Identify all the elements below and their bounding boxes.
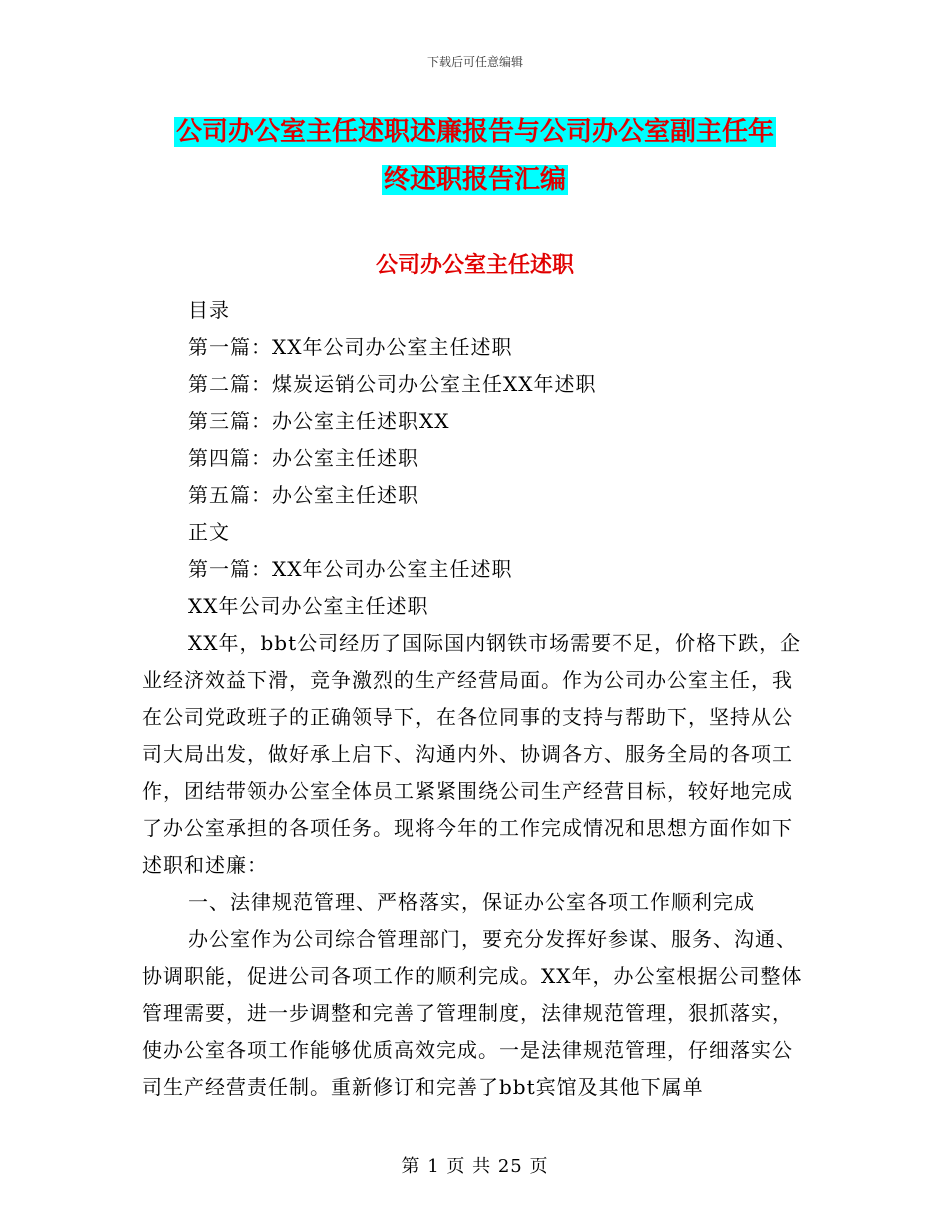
toc-item: 第四篇：办公室主任述职 — [188, 446, 419, 470]
page-header-note: 下载后可任意编辑 — [426, 55, 523, 69]
toc-item: 第五篇：办公室主任述职 — [188, 483, 419, 507]
document-title-line2: 终述职报告汇编 — [383, 165, 566, 195]
paragraph-intro: XX年，bbt公司经历了国际国内钢铁市场需要不足，价格下跌，企业经济效益下滑，竞争激烈的生产经营局面。作为公司办公室主任，我在公司党政班子的正确领导下，在各位同事的支持与帮助下，坚持从公司大局出发，做好承上启下、沟通内外、协调各方、服务全局的各项工作，团结带领办公室全体员工紧紧围绕公司生产经营目标，较好地完成了办公室承担的各项任务。现将今年的工作完成情况和思想方面作如下述职和述廉： — [142, 631, 802, 877]
section-heading: 一、法律规范管理、严格落实，保证办公室各项工作顺利完成 — [188, 890, 755, 914]
part-title: 第一篇：XX年公司办公室主任述职 — [188, 557, 513, 581]
article-title: XX年公司办公室主任述职 — [188, 594, 429, 618]
toc-heading: 目录 — [188, 298, 230, 322]
document-body — [142, 292, 810, 1106]
toc-item: 第一篇：XX年公司办公室主任述职 — [188, 335, 513, 359]
toc-item: 第二篇：煤炭运销公司办公室主任XX年述职 — [188, 372, 597, 396]
paragraph-section1: 办公室作为公司综合管理部门，要充分发挥好参谋、服务、沟通、协调职能，促进公司各项工作的顺利完成。XX年，办公室根据公司整体管理需要，进一步调整和完善了管理制度，法律规范管理，狠抓落实，使办公室各项工作能够优质高效完成。一是法律规范管理，仔细落实公司生产经营责任制。重新修订和完善了bbt宾馆及其他下属单 — [142, 927, 803, 1099]
page-number-footer: 第 1 页 共 25 页 — [401, 1156, 549, 1177]
document-title — [0, 108, 950, 204]
toc-item: 第三篇：办公室主任述职XX — [188, 409, 450, 433]
document-title-line1: 公司办公室主任述职述廉报告与公司办公室副主任年 — [175, 117, 774, 147]
section-subtitle: 公司办公室主任述职 — [375, 252, 574, 278]
body-heading: 正文 — [188, 520, 230, 544]
